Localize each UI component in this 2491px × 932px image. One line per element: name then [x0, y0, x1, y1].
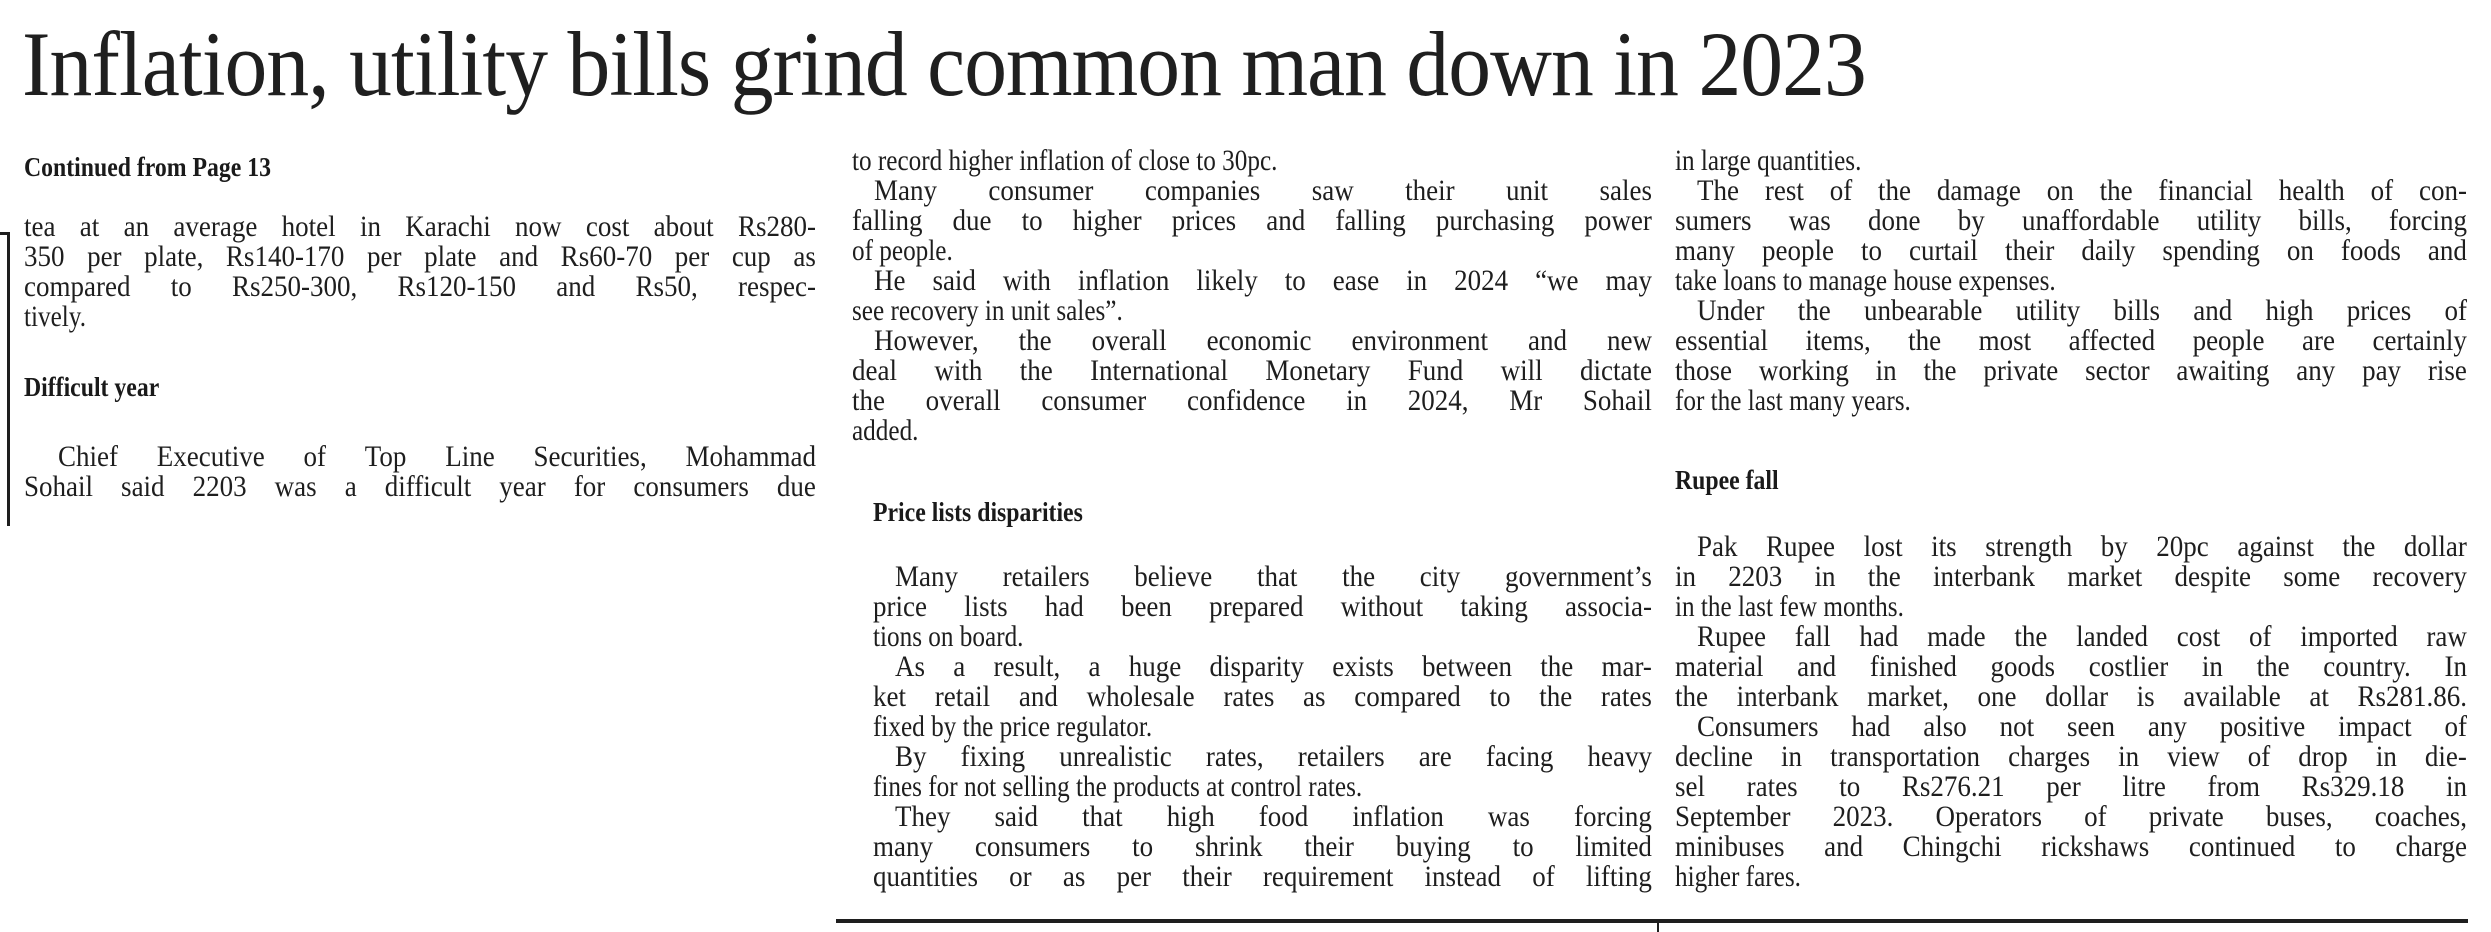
body-text-line: sel rates to Rs276.21 per litre from Rs329.18 in	[1675, 770, 2467, 803]
section-subheading: Difficult year	[24, 372, 160, 402]
body-text-line: By fixing unrealistic rates, retailers are facing heavy	[895, 740, 1652, 773]
body-text-line: in the last few months.	[1675, 590, 1904, 623]
body-text-line: to record higher inflation of close to 30pc.	[852, 144, 1278, 177]
body-text-line: Under the unbearable utility bills and high prices of	[1697, 294, 2467, 327]
body-text-line: He said with inflation likely to ease in 2024 “we may	[874, 264, 1652, 297]
body-text-line: many people to curtail their daily spending on foods and	[1675, 234, 2467, 267]
body-text-line: decline in transportation charges in view of drop in die-	[1675, 740, 2467, 773]
body-text-line: Rupee fall had made the landed cost of imported raw	[1697, 620, 2467, 653]
body-text-line: see recovery in unit sales”.	[852, 294, 1123, 327]
body-text-line: those working in the private sector awaiting any pay rise	[1675, 354, 2467, 387]
body-text-line: higher fares.	[1675, 860, 1801, 893]
body-text-line: deal with the International Monetary Fund will dictate	[852, 354, 1652, 387]
section-subheading: Rupee fall	[1675, 465, 1779, 495]
body-text-line: sumers was done by unaffordable utility bills, forcing	[1675, 204, 2467, 237]
bottom-rule	[836, 919, 2468, 923]
body-text-line: take loans to manage house expenses.	[1675, 264, 2056, 297]
body-text-line: Pak Rupee lost its strength by 20pc against the dollar	[1697, 530, 2467, 563]
body-text-line: tions on board.	[873, 620, 1024, 653]
body-text-line: minibuses and Chingchi rickshaws continued to charge	[1675, 830, 2467, 863]
body-text-line: Consumers had also not seen any positive impact of	[1697, 710, 2467, 743]
body-text-line: material and finished goods costlier in the country. In	[1675, 650, 2467, 683]
body-text-line: Many retailers believe that the city government’s	[895, 560, 1652, 593]
body-text-line: However, the overall economic environment and new	[874, 324, 1652, 357]
body-text-line: many consumers to shrink their buying to limited	[873, 830, 1652, 863]
body-text-line: quantities or as per their requirement instead of lifting	[873, 860, 1652, 893]
column-divider-tick	[1657, 919, 1659, 932]
body-text-line: the overall consumer confidence in 2024, Mr Sohail	[852, 384, 1652, 417]
body-text-line: tively.	[24, 300, 87, 333]
body-text-line: price lists had been prepared without taking associa-	[873, 590, 1652, 623]
body-text-line: essential items, the most affected people are certainly	[1675, 324, 2467, 357]
body-text-line: As a result, a huge disparity exists between the mar-	[895, 650, 1652, 683]
section-subheading: Price lists disparities	[873, 497, 1083, 527]
body-text-line: They said that high food inflation was forcing	[895, 800, 1652, 833]
body-text-line: September 2023. Operators of private buses, coaches,	[1675, 800, 2467, 833]
body-text-line: tea at an average hotel in Karachi now cost about Rs280-	[24, 210, 816, 243]
body-text-line: for the last many years.	[1675, 384, 1911, 417]
body-text-line: in large quantities.	[1675, 144, 1862, 177]
body-text-line: Sohail said 2203 was a difficult year for consumers due	[24, 470, 816, 503]
body-text-line: fixed by the price regulator.	[873, 710, 1153, 743]
body-text-line: ket retail and wholesale rates as compared to the rates	[873, 680, 1652, 713]
body-text-line: Many consumer companies saw their unit sales	[874, 174, 1652, 207]
body-text-line: fines for not selling the products at control rates.	[873, 770, 1363, 803]
left-margin-rule-nub	[0, 232, 9, 235]
article-headline: Inflation, utility bills grind common man down in 2023	[22, 13, 1866, 115]
left-margin-rule	[7, 232, 10, 526]
body-text-line: falling due to higher prices and falling purchasing power	[852, 204, 1652, 237]
body-text-line: of people.	[852, 234, 953, 267]
body-text-line: in 2203 in the interbank market despite some recovery	[1675, 560, 2467, 593]
body-text-line: added.	[852, 414, 919, 447]
body-text-line: Chief Executive of Top Line Securities, Mohammad	[58, 440, 816, 473]
body-text-line: 350 per plate, Rs140-170 per plate and Rs60-70 per cup as	[24, 240, 816, 273]
section-subheading: Continued from Page 13	[24, 152, 272, 182]
body-text-line: the interbank market, one dollar is available at Rs281.86.	[1675, 680, 2467, 713]
body-text-line: The rest of the damage on the financial health of con-	[1697, 174, 2467, 207]
body-text-line: compared to Rs250-300, Rs120-150 and Rs50, respec-	[24, 270, 816, 303]
